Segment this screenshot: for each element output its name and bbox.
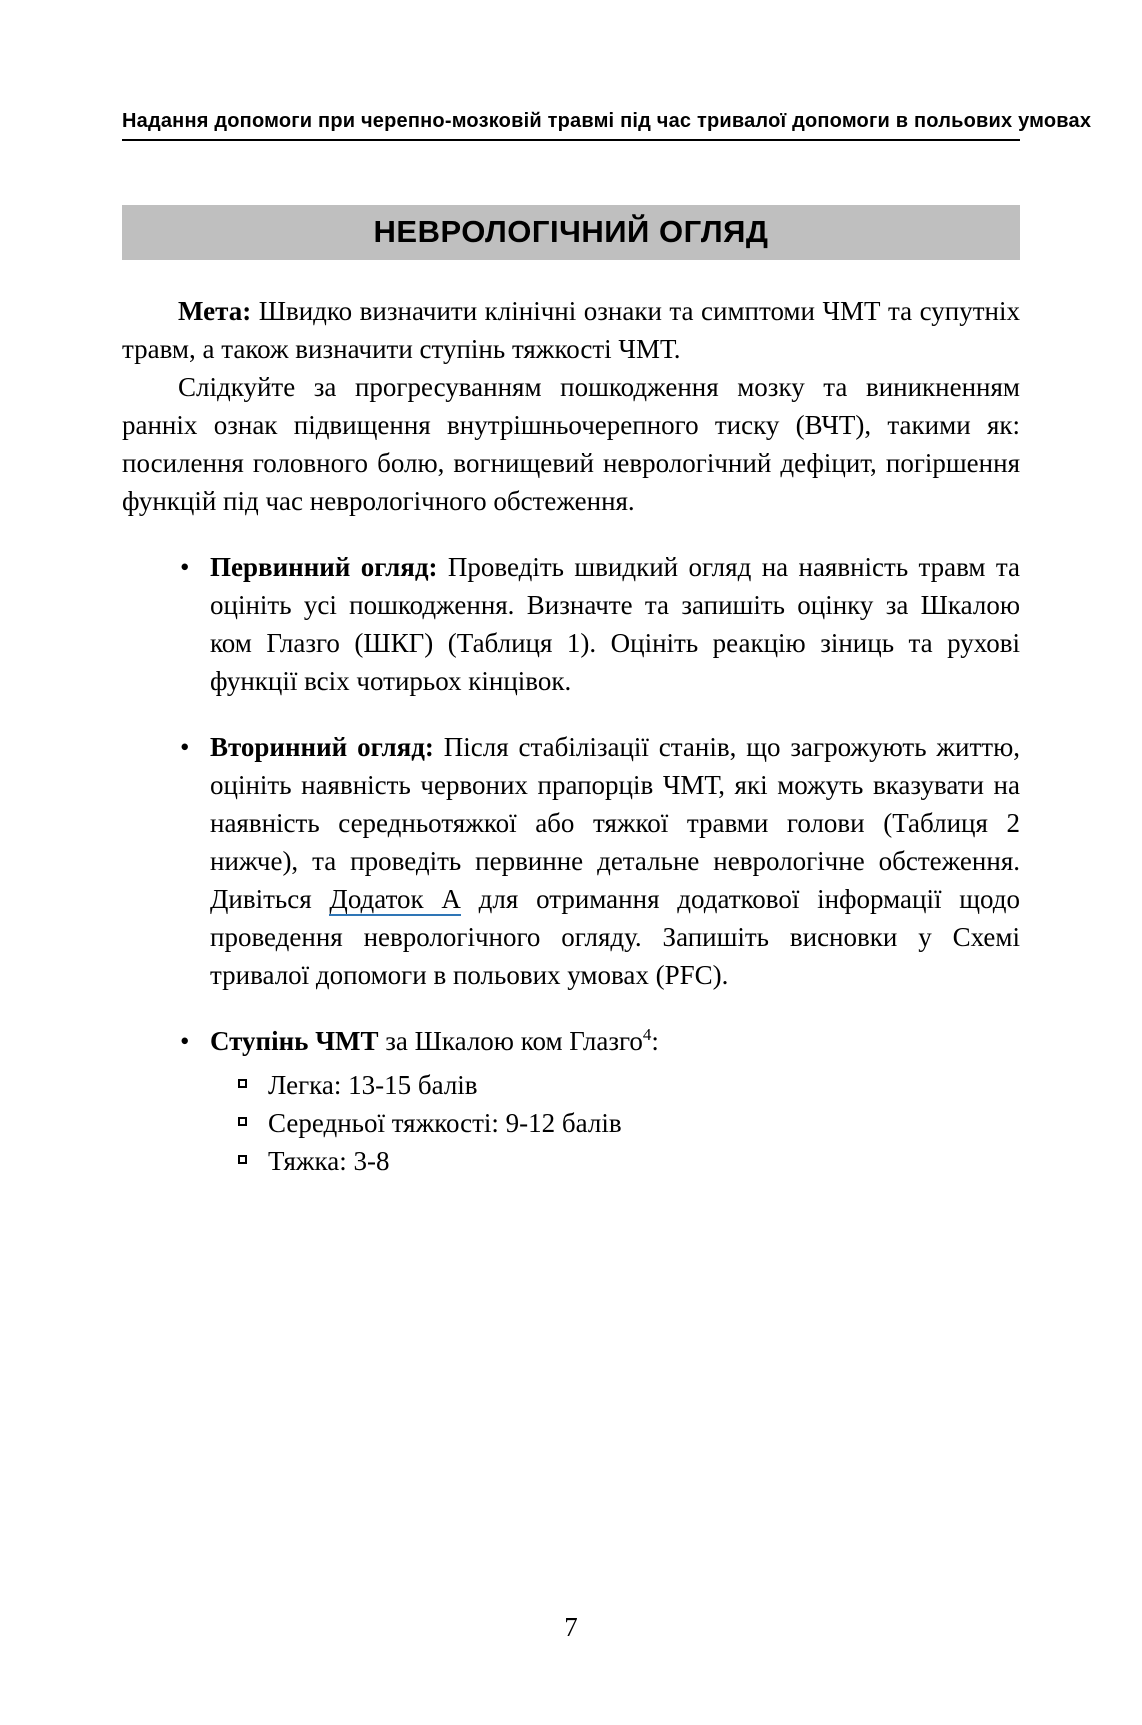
- monitoring-paragraph: Слідкуйте за прогресуванням пошкодження мозку та виникненням ранніх ознак підвищення внутрішньочерепного тиску (ВЧТ), такими як: посилення головного болю, вогнищевий неврологічний дефіцит, погіршення функцій під час неврологічного обстеження.: [122, 372, 1020, 516]
- tbi-severity-suffix: :: [651, 1026, 659, 1056]
- running-header: Надання допомоги при черепно-мозковій травмі під час тривалої допомоги в польових умовах: [122, 110, 1020, 141]
- purpose-paragraph: [122, 292, 1020, 368]
- severity-mild-text: Легка: 13-15 балів: [268, 1070, 478, 1100]
- secondary-survey-text-after-link: для отримання додаткової інформації щодо проведення неврологічного огляду. Запишіть висновки у Схемі тривалої допомоги в польових умовах (PFC).: [210, 884, 1020, 990]
- primary-survey-text: Проведіть швидкий огляд на наявність травм та оцініть усі пошкодження. Визначте та запишіть оцінку за Шкалою ком Глазго (ШКГ) (Таблиця 1). Оцініть реакцію зіниць та рухові функції всіх чотирьох кінцівок.: [210, 552, 1020, 696]
- severity-mild-item: [210, 1066, 1020, 1104]
- secondary-survey-item: [122, 728, 1020, 994]
- severity-moderate-text: Середньої тяжкості: 9-12 балів: [268, 1108, 622, 1138]
- secondary-survey-text-before-link: Після стабілізації станів, що загрожують життю, оцініть наявність червоних прапорців ЧМТ, які можуть вказувати на наявність середньотяжкої або тяжкої травми голови (Таблиця 2 нижче), та проведіть первинне детальне неврологічне обстеження. Дивіться: [210, 732, 1020, 914]
- primary-survey-item: [122, 548, 1020, 700]
- square-bullet-icon: [238, 1117, 247, 1126]
- appendix-a-link[interactable]: Додаток А: [329, 884, 461, 914]
- section-banner: [122, 205, 1020, 260]
- tbi-severity-text: за Шкалою ком Глазго: [378, 1026, 643, 1056]
- severity-sub-list: [210, 1066, 1020, 1180]
- section-title: НЕВРОЛОГІЧНИЙ ОГЛЯД: [373, 214, 769, 249]
- bullet-dot-icon: •: [180, 552, 190, 582]
- purpose-label: Мета:: [178, 296, 252, 326]
- page-number: 7: [564, 1612, 578, 1642]
- footnote-reference: 4: [642, 1025, 652, 1044]
- severity-severe-item: [210, 1142, 1020, 1180]
- severity-severe-text: Тяжка: 3-8: [268, 1146, 390, 1176]
- square-bullet-icon: [238, 1079, 247, 1088]
- purpose-text: Швидко визначити клінічні ознаки та симптоми ЧМТ та супутніх травм, а також визначити ступінь тяжкості ЧМТ.: [122, 296, 1020, 364]
- square-bullet-icon: [238, 1155, 247, 1164]
- secondary-survey-label: Вторинний огляд:: [210, 732, 434, 762]
- tbi-severity-label: Ступінь ЧМТ: [210, 1026, 379, 1056]
- page-content: [0, 110, 1142, 1180]
- severity-moderate-item: [210, 1104, 1020, 1142]
- primary-survey-label: Первинний огляд:: [210, 552, 438, 582]
- survey-bullet-list: [122, 548, 1020, 1180]
- bullet-dot-icon: •: [180, 1026, 190, 1056]
- document-page: [0, 110, 1142, 1725]
- bullet-dot-icon: •: [180, 732, 190, 762]
- tbi-severity-item: [122, 1022, 1020, 1180]
